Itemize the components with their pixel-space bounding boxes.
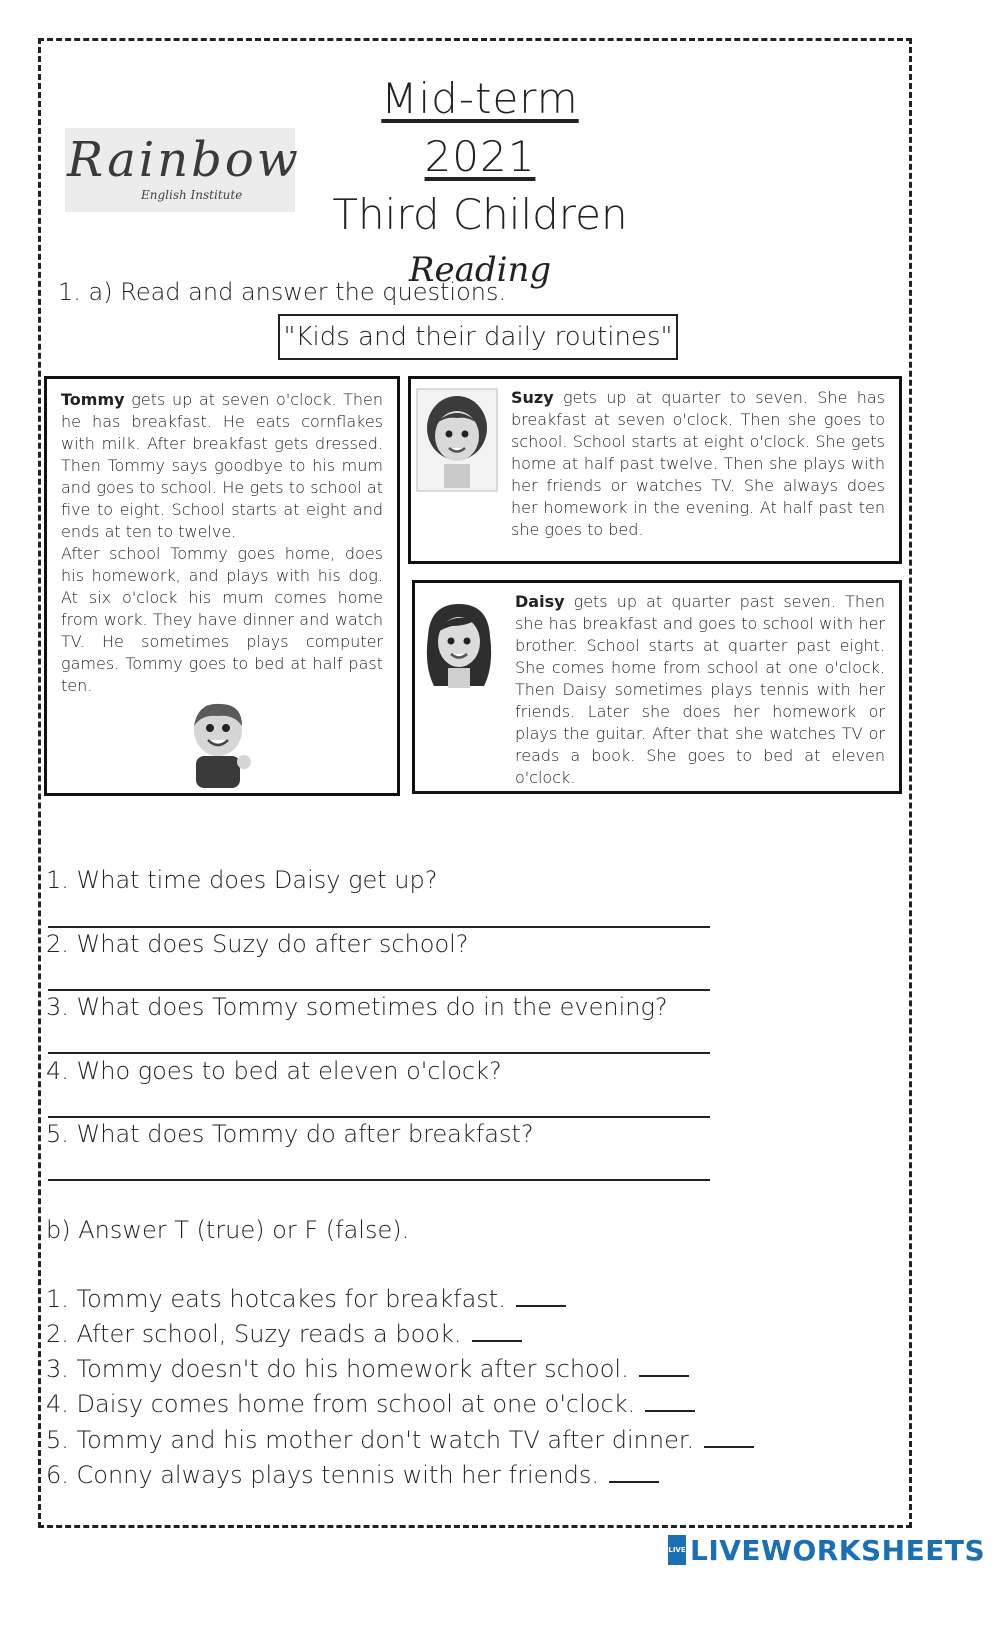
story-tommy-paragraph-1 xyxy=(61,389,383,543)
live-badge-icon: LIVE xyxy=(668,1535,686,1565)
page-subject: Reading xyxy=(408,250,552,290)
tf-text-6: 6. Conny always plays tennis with her friends. xyxy=(46,1461,599,1489)
question-5: 5. What does Tommy do after breakfast? xyxy=(46,1120,534,1148)
answer-line-4[interactable] xyxy=(48,1116,710,1118)
tf-text-2: 2. After school, Suzy reads a book. xyxy=(46,1320,462,1348)
story-name-suzy: Suzy xyxy=(511,388,554,407)
tf-text-3: 3. Tommy doesn't do his homework after school. xyxy=(46,1355,629,1383)
question-4: 4. Who goes to bed at eleven o'clock? xyxy=(46,1057,502,1085)
story-text-tommy: gets up at seven o'clock. Then he has breakfast. He eats cornflakes with milk. After breakfast gets dressed. Then Tommy says goodbye to his mum and goes to school. He gets to school at five to eight. School starts at eight and ends at ten to twelve. xyxy=(61,390,383,541)
story-name-daisy: Daisy xyxy=(515,592,565,611)
instruction-b: b) Answer T (true) or F (false). xyxy=(46,1216,410,1244)
question-3: 3. What does Tommy sometimes do in the evening? xyxy=(46,993,668,1021)
tf-blank-5[interactable] xyxy=(704,1426,754,1448)
page-subtitle: Third Children xyxy=(332,190,628,239)
tf-text-1: 1. Tommy eats hotcakes for breakfast. xyxy=(46,1285,506,1313)
story-name-tommy: Tommy xyxy=(61,390,125,409)
tf-blank-6[interactable] xyxy=(609,1461,659,1483)
answer-line-2[interactable] xyxy=(48,989,710,991)
tf-text-4: 4. Daisy comes home from school at one o'clock. xyxy=(46,1390,636,1418)
tf-statement-1 xyxy=(46,1285,566,1313)
liveworksheets-brand: LIVEWORKSHEETS xyxy=(690,1533,986,1567)
page-title: Mid-term 2021 xyxy=(381,74,579,181)
logo-word: Rainbow xyxy=(67,132,301,188)
story-title: "Kids and their daily routines" xyxy=(278,314,678,360)
instruction-a: 1. a) Read and answer the questions. xyxy=(58,278,507,306)
boy-face-icon xyxy=(180,700,256,790)
question-1: 1. What time does Daisy get up? xyxy=(46,866,438,894)
answer-line-5[interactable] xyxy=(48,1179,710,1181)
girl-face-icon xyxy=(416,388,498,492)
tf-statement-4 xyxy=(46,1390,695,1418)
tf-statement-3 xyxy=(46,1355,689,1383)
tf-text-5: 5. Tommy and his mother don't watch TV after dinner. xyxy=(46,1426,695,1454)
answer-line-1[interactable] xyxy=(48,926,710,928)
answer-line-3[interactable] xyxy=(48,1052,710,1054)
tf-blank-1[interactable] xyxy=(516,1285,566,1307)
tf-statement-6 xyxy=(46,1461,659,1489)
rainbow-logo xyxy=(65,128,301,212)
story-text-daisy: gets up at quarter past seven. Then she has breakfast and goes to school with her brother. School starts at quarter past eight. She comes home from school at one o'clock. Then Daisy sometimes plays tennis with her friends. Later she does her homework or plays the guitar. After that she watches TV or reads a book. She goes to bed at eleven o'clock. xyxy=(515,592,885,787)
story-text-suzy: gets up at quarter to seven. She has breakfast at seven o'clock. Then she goes to school. School starts at eight o'clock. She gets home at half past twelve. Then she plays with her friends or watches TV. She always does her homework in the evening. At half past ten she goes to bed. xyxy=(511,388,885,539)
liveworksheets-logo[interactable] xyxy=(668,1532,985,1568)
tf-blank-3[interactable] xyxy=(639,1355,689,1377)
title-block xyxy=(320,70,640,296)
question-2: 2. What does Suzy do after school? xyxy=(46,930,469,958)
logo-subtitle: English Institute xyxy=(141,188,243,202)
tf-statement-2 xyxy=(46,1320,522,1348)
tf-blank-4[interactable] xyxy=(645,1390,695,1412)
tf-statement-5 xyxy=(46,1426,754,1454)
story-text-tommy-2: After school Tommy goes home, does his homework, and plays with his dog. At six o'clock his mum comes home from work. They have dinner and watch TV. He sometimes plays computer games. Tommy goes to bed at half past ten. xyxy=(61,544,383,695)
girl-face-icon-daisy xyxy=(418,596,500,700)
tf-blank-2[interactable] xyxy=(472,1320,522,1342)
